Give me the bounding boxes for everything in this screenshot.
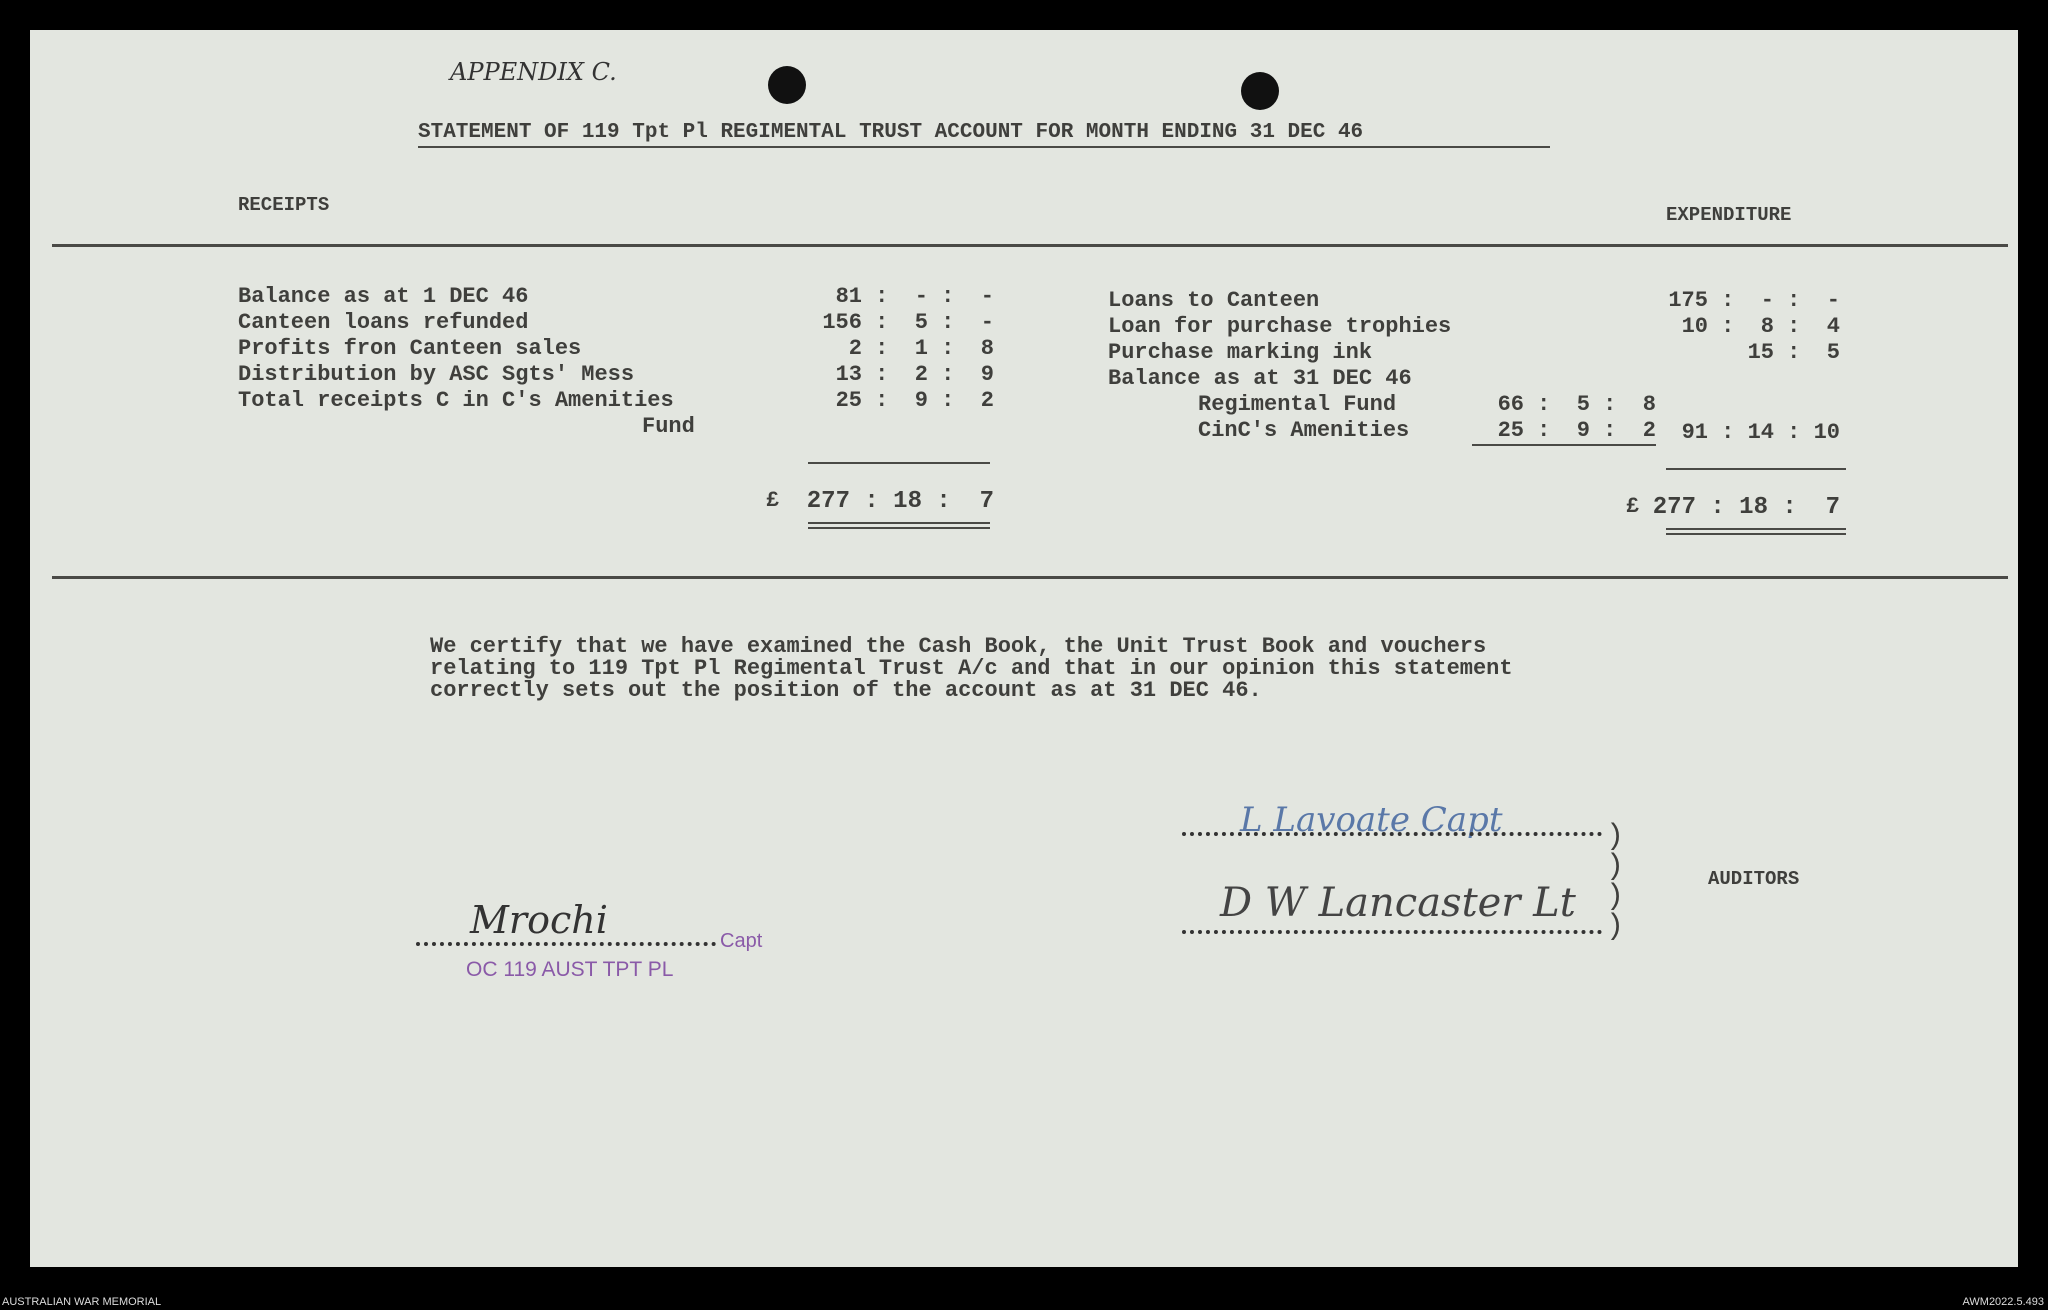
receipt-amount: 81 : - : - xyxy=(835,284,994,309)
expenditure-total-rule-2 xyxy=(1666,533,1846,535)
footer-right: AWM2022.5.493 xyxy=(1962,1296,2044,1308)
receipt-label: Total receipts C in C's Amenities xyxy=(238,388,674,413)
receipts-total: 277 : 18 : 7 xyxy=(806,488,994,515)
expenditure-label: Purchase marking ink xyxy=(1108,340,1373,365)
oc-signature: Mrochi xyxy=(470,898,608,942)
footer-left: AUSTRALIAN WAR MEMORIAL xyxy=(2,1296,162,1308)
expenditure-heading: EXPENDITURE xyxy=(1666,204,1792,226)
receipt-amount: 2 : 1 : 8 xyxy=(848,336,994,361)
certification-line: correctly sets out the position of the account as at 31 DEC 46. xyxy=(430,678,1262,703)
oc-stamp: OC 119 AUST TPT PL xyxy=(466,958,674,981)
sub-item-amount: 66 : 5 : 8 xyxy=(1497,392,1656,417)
punch-hole-left xyxy=(768,66,806,104)
expenditure-subtotal-rule xyxy=(1666,468,1846,470)
sub-item-label: CinC's Amenities xyxy=(1198,418,1410,443)
receipts-currency: £ xyxy=(766,488,780,513)
receipt-amount: 25 : 9 : 2 xyxy=(835,388,994,413)
receipt-label-cont: Fund xyxy=(642,414,695,439)
receipt-amount: 156 : 5 : - xyxy=(822,310,994,335)
expenditure-currency: £ xyxy=(1626,494,1640,519)
expenditure-label: Balance as at 31 DEC 46 xyxy=(1108,366,1412,391)
expenditure-total: 277 : 18 : 7 xyxy=(1652,494,1840,521)
sub-items-rule xyxy=(1472,444,1656,446)
certification-line: relating to 119 Tpt Pl Regimental Trust A/c and that in our opinion this statement xyxy=(430,656,1513,681)
balance-total: 91 : 14 : 10 xyxy=(1681,420,1840,445)
expenditure-amount: 175 : - : - xyxy=(1668,288,1840,313)
receipt-label: Balance as at 1 DEC 46 xyxy=(238,284,529,309)
receipts-total-rule-1 xyxy=(808,522,990,524)
receipt-label: Distribution by ASC Sgts' Mess xyxy=(238,362,635,387)
document-page xyxy=(30,30,2018,1267)
bottom-rule xyxy=(52,576,2008,579)
auditor1-signature: L Lavoate Capt xyxy=(1240,800,1503,840)
top-rule xyxy=(52,244,2008,247)
auditors-bracket: ) ) ) ) xyxy=(1606,820,1625,944)
statement-title: STATEMENT OF 119 Tpt Pl REGIMENTAL TRUST ACCOUNT FOR MONTH ENDING 31 DEC 46 xyxy=(418,121,1364,144)
expenditure-amount: 10 : 8 : 4 xyxy=(1681,314,1840,339)
auditor2-signature: D W Lancaster Lt xyxy=(1220,880,1576,926)
punch-hole-right xyxy=(1241,72,1279,110)
receipt-amount: 13 : 2 : 9 xyxy=(835,362,994,387)
appendix-label: APPENDIX C. xyxy=(450,58,617,86)
expenditure-label: Loan for purchase trophies xyxy=(1108,314,1452,339)
expenditure-amount: 15 : 5 xyxy=(1747,340,1840,365)
receipt-label: Canteen loans refunded xyxy=(238,310,529,335)
expenditure-label: Loans to Canteen xyxy=(1108,288,1320,313)
oc-rank: Capt xyxy=(720,930,763,952)
expenditure-total-rule-1 xyxy=(1666,528,1846,530)
oc-sign-line xyxy=(416,942,716,946)
sub-item-amount: 25 : 9 : 2 xyxy=(1497,418,1656,443)
sub-item-label: Regimental Fund xyxy=(1198,392,1397,417)
auditors-label: AUDITORS xyxy=(1708,868,1800,890)
auditor1-sign-line xyxy=(1182,832,1602,836)
auditor2-sign-line xyxy=(1182,930,1602,934)
title-underline xyxy=(418,146,1550,148)
receipts-subtotal-rule xyxy=(808,462,990,464)
receipts-total-rule-2 xyxy=(808,527,990,529)
certification-line: We certify that we have examined the Cash Book, the Unit Trust Book and vouchers xyxy=(430,634,1487,659)
receipt-label: Profits fron Canteen sales xyxy=(238,336,582,361)
receipts-heading: RECEIPTS xyxy=(238,194,330,216)
